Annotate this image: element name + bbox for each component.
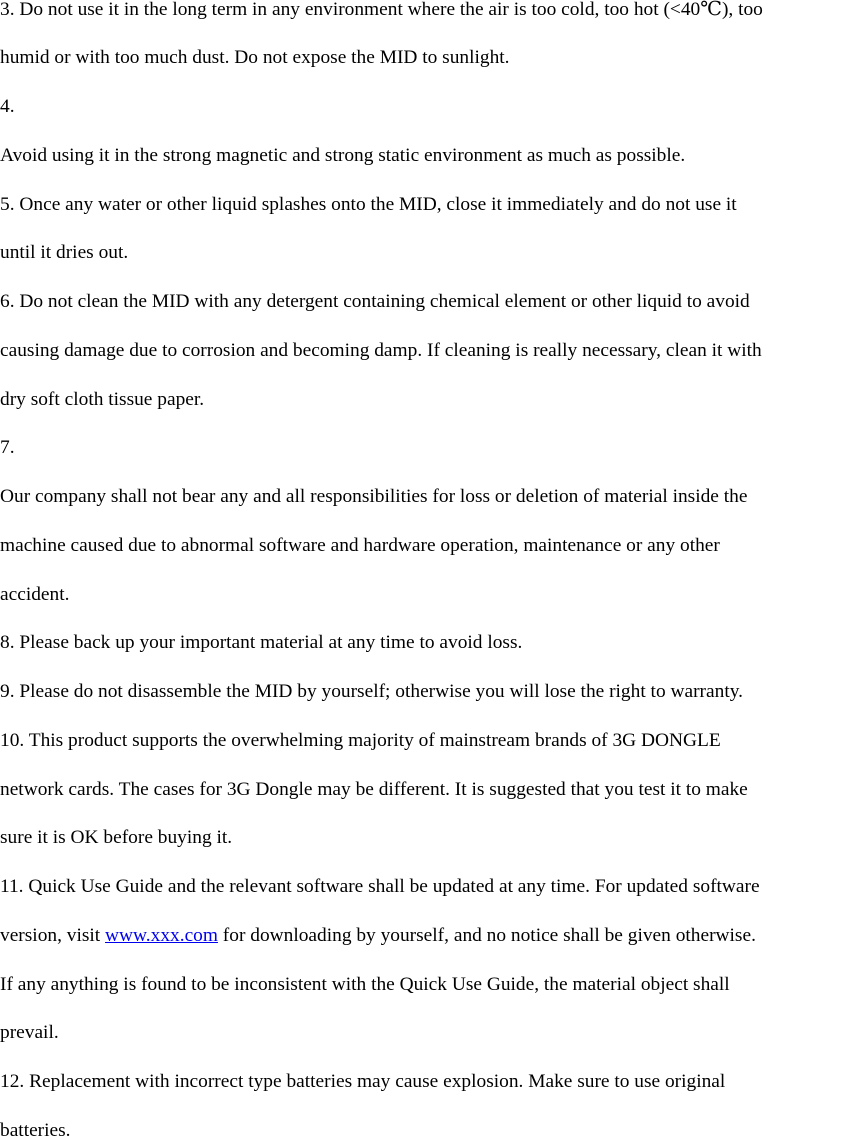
text-line: 12. Replacement with incorrect type batteries may cause explosion. Make sure to use original xyxy=(0,1071,726,1092)
text-line: network cards. The cases for 3G Dongle may be different. It is suggested that you test it to make xyxy=(0,779,748,800)
text-line: 8. Please back up your important material at any time to avoid loss. xyxy=(0,632,523,653)
text-line: prevail. xyxy=(0,1022,59,1043)
text-line: dry soft cloth tissue paper. xyxy=(0,389,205,410)
text-line: 4. xyxy=(0,96,15,117)
text-line-with-link xyxy=(0,922,756,950)
text-line: 7. xyxy=(0,437,15,458)
text-line: accident. xyxy=(0,584,70,605)
text-line: 6. Do not clean the MID with any detergent containing chemical element or other liquid to avoid xyxy=(0,291,750,312)
text-line: Avoid using it in the strong magnetic and strong static environment as much as possible. xyxy=(0,145,686,166)
text-line: causing damage due to corrosion and becoming damp. If cleaning is really necessary, clean it with xyxy=(0,340,762,361)
link-prefix-text: version, visit xyxy=(0,925,106,946)
text-line: 10. This product supports the overwhelming majority of mainstream brands of 3G DONGLE xyxy=(0,730,721,751)
text-line: until it dries out. xyxy=(0,242,129,263)
link-suffix-text: for downloading by yourself, and no notice shall be given otherwise. xyxy=(217,925,756,946)
website-link[interactable]: www.xxx.com xyxy=(105,925,218,946)
text-line: humid or with too much dust. Do not expose the MID to sunlight. xyxy=(0,47,510,68)
text-line: If any anything is found to be inconsistent with the Quick Use Guide, the material object shall xyxy=(0,974,730,995)
text-line: machine caused due to abnormal software and hardware operation, maintenance or any other xyxy=(0,535,720,556)
text-line: 5. Once any water or other liquid splashes onto the MID, close it immediately and do not use it xyxy=(0,194,737,215)
text-line: 9. Please do not disassemble the MID by yourself; otherwise you will lose the right to warranty. xyxy=(0,681,743,702)
text-line: 3. Do not use it in the long term in any environment where the air is too cold, too hot (<40℃), too xyxy=(0,0,763,20)
text-line: Our company shall not bear any and all responsibilities for loss or deletion of material inside the xyxy=(0,486,748,507)
text-line: 11. Quick Use Guide and the relevant software shall be updated at any time. For updated software xyxy=(0,876,760,897)
text-line: batteries. xyxy=(0,1120,71,1141)
text-line: sure it is OK before buying it. xyxy=(0,827,233,848)
